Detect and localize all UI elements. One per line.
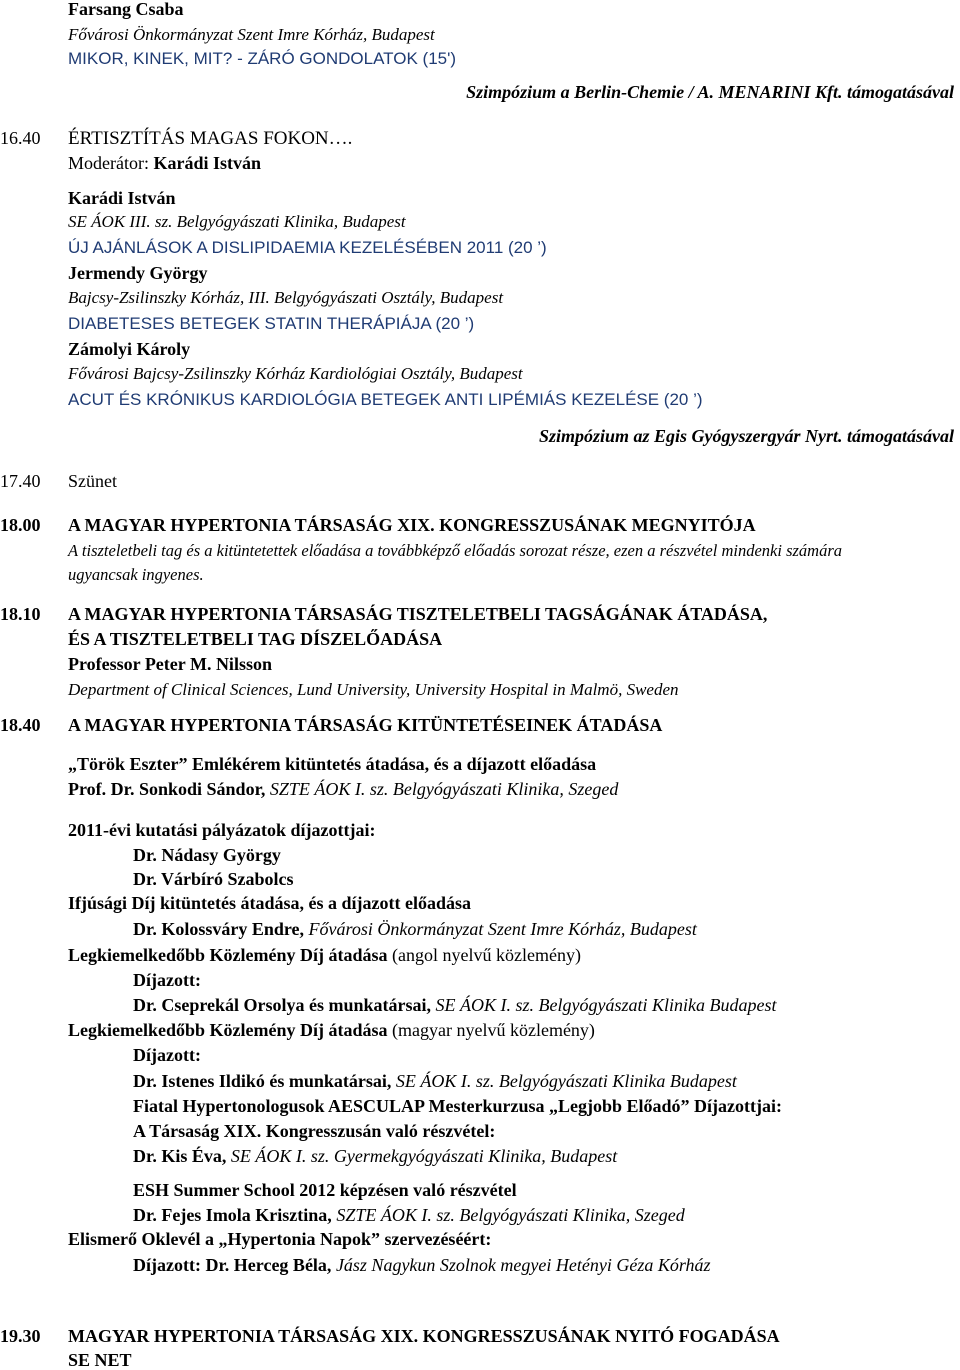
item-time: 18.10 <box>0 604 41 624</box>
recipient-name: Dr. Cseprekál Orsolya és munkatársai, <box>133 995 432 1015</box>
speaker-affiliation: Bajcsy-Zsilinszky Kórház, III. Belgyógyászati Osztály, Budapest <box>68 288 504 307</box>
session-time: 16.40 <box>0 128 41 148</box>
speaker-affiliation: Fővárosi Önkormányzat Szent Imre Kórház, Budapest <box>68 25 435 44</box>
award-language: (magyar nyelvű közlemény) <box>392 1020 595 1040</box>
item-time: 18.40 <box>0 715 41 735</box>
award-title: Legkiemelkedőbb Közlemény Díj átadása <box>68 1020 388 1040</box>
moderator-line <box>68 154 261 172</box>
talk-title: DIABETESES BETEGEK STATIN THERÁPIÁJA (20 ’) <box>68 314 475 333</box>
item-subtitle: SE NET <box>68 1350 132 1370</box>
award-recipient <box>133 1147 617 1165</box>
award-title: Fiatal Hypertonologusok AESCULAP Mesterkurzusa „Legjobb Előadó” Díjazottjai: <box>133 1096 783 1116</box>
recipient-name: Dr. Nádasy György <box>133 845 281 865</box>
award-title: ESH Summer School 2012 képzésen való részvétel <box>133 1180 517 1200</box>
award-title: „Török Eszter” Emlékérem kitüntetés átadása, és a díjazott előadása <box>68 754 597 774</box>
sponsor-note: Szimpózium a Berlin-Chemie / A. MENARINI Kft. támogatásával <box>466 82 954 102</box>
award-title-line <box>68 1021 595 1039</box>
recipient-affiliation: SE ÁOK I. sz. Gyermekgyógyászati Klinika, Budapest <box>230 1146 618 1166</box>
award-title: Legkiemelkedőbb Közlemény Díj átadása <box>68 945 388 965</box>
award-recipient <box>133 1256 711 1274</box>
item-title: A MAGYAR HYPERTONIA TÁRSASÁG XIX. KONGRESSZUSÁNAK MEGNYITÓJA <box>68 515 756 535</box>
award-title-line <box>68 946 581 964</box>
award-recipient <box>133 1206 685 1224</box>
recipient-name: Díjazott: Dr. Herceg Béla, <box>133 1255 332 1275</box>
recipient-affiliation: SE ÁOK I. sz. Belgyógyászati Klinika Budapest <box>435 995 777 1015</box>
recipient-name: Dr. Várbíró Szabolcs <box>133 869 294 889</box>
speaker-name: Jermendy György <box>68 263 208 283</box>
award-title: Ifjúsági Díj kitüntetés átadása, és a díjazott előadása <box>68 893 471 913</box>
sponsor-note: Szimpózium az Egis Gyógyszergyár Nyrt. támogatásával <box>538 426 954 446</box>
award-recipient <box>133 996 776 1014</box>
award-title: 2011-évi kutatási pályázatok díjazottjai: <box>68 820 376 840</box>
award-recipient <box>133 920 697 938</box>
award-recipient <box>133 1072 737 1090</box>
speaker-affiliation: SE ÁOK III. sz. Belgyógyászati Klinika, Budapest <box>68 212 406 231</box>
award-subtitle: A Társaság XIX. Kongresszusán való részvétel: <box>133 1121 496 1141</box>
item-time: 19.30 <box>0 1326 41 1346</box>
moderator-name: Karádi István <box>153 153 262 173</box>
speaker-affiliation: Department of Clinical Sciences, Lund University, University Hospital in Malmö, Sweden <box>68 680 679 699</box>
recipient-affiliation: SE ÁOK I. sz. Belgyógyászati Klinika Budapest <box>395 1071 737 1091</box>
talk-title: ACUT ÉS KRÓNIKUS KARDIOLÓGIA BETEGEK ANTI LIPÉMIÁS KEZELÉSE (20 ’) <box>68 390 703 409</box>
recipient-name: Dr. Kolossváry Endre, <box>133 919 305 939</box>
item-note: A tiszteletbeli tag és a kitüntetettek előadása a továbbképző előadás sorozat része, ezen a részvétel mindenki számára <box>68 541 842 560</box>
recipient-name: Prof. Dr. Sonkodi Sándor, <box>68 779 266 799</box>
item-note: ugyancsak ingyenes. <box>68 565 204 584</box>
recipient-name: Dr. Fejes Imola Krisztina, <box>133 1205 332 1225</box>
talk-title: ÚJ AJÁNLÁSOK A DISLIPIDAEMIA KEZELÉSÉBEN 2011 (20 ’) <box>68 238 547 257</box>
moderator-label: Moderátor: <box>68 153 149 173</box>
award-recipient <box>68 780 618 798</box>
recipient-affiliation: Fővárosi Önkormányzat Szent Imre Kórház, Budapest <box>308 919 697 939</box>
recipient-affiliation: SZTE ÁOK I. sz. Belgyógyászati Klinika, Szeged <box>269 779 619 799</box>
recipient-name: Dr. Istenes Ildikó és munkatársai, <box>133 1071 392 1091</box>
recipient-affiliation: Jász Nagykun Szolnok megyei Hetényi Géza Kórház <box>335 1255 711 1275</box>
talk-title: MIKOR, KINEK, MIT? - ZÁRÓ GONDOLATOK (15') <box>68 49 457 68</box>
session-title: ÉRTISZTÍTÁS MAGAS FOKON…. <box>68 128 353 149</box>
break-label: Szünet <box>68 471 117 491</box>
speaker-affiliation: Fővárosi Bajcsy-Zsilinszky Kórház Kardiológiai Osztály, Budapest <box>68 364 523 383</box>
item-title: ÉS A TISZTELETBELI TAG DÍSZELŐADÁSA <box>68 629 443 649</box>
recipient-name: Dr. Kis Éva, <box>133 1146 227 1166</box>
item-title: A MAGYAR HYPERTONIA TÁRSASÁG KITÜNTETÉSEINEK ÁTADÁSA <box>68 715 663 735</box>
recipient-affiliation: SZTE ÁOK I. sz. Belgyógyászati Klinika, Szeged <box>336 1205 685 1225</box>
speaker-name: Professor Peter M. Nilsson <box>68 654 272 674</box>
item-title: MAGYAR HYPERTONIA TÁRSASÁG XIX. KONGRESSZUSÁNAK NYITÓ FOGADÁSA <box>68 1326 780 1346</box>
awardee-label: Díjazott: <box>133 970 201 990</box>
item-time: 18.00 <box>0 515 41 535</box>
speaker-name: Farsang Csaba <box>68 0 184 19</box>
speaker-name: Karádi István <box>68 188 176 208</box>
break-time: 17.40 <box>0 471 41 491</box>
item-title: A MAGYAR HYPERTONIA TÁRSASÁG TISZTELETBELI TAGSÁGÁNAK ÁTADÁSA, <box>68 604 768 624</box>
award-title: Elismerő Oklevél a „Hypertonia Napok” szervezéséért: <box>68 1229 492 1249</box>
awardee-label: Díjazott: <box>133 1045 201 1065</box>
award-language: (angol nyelvű közlemény) <box>392 945 581 965</box>
speaker-name: Zámolyi Károly <box>68 339 191 359</box>
